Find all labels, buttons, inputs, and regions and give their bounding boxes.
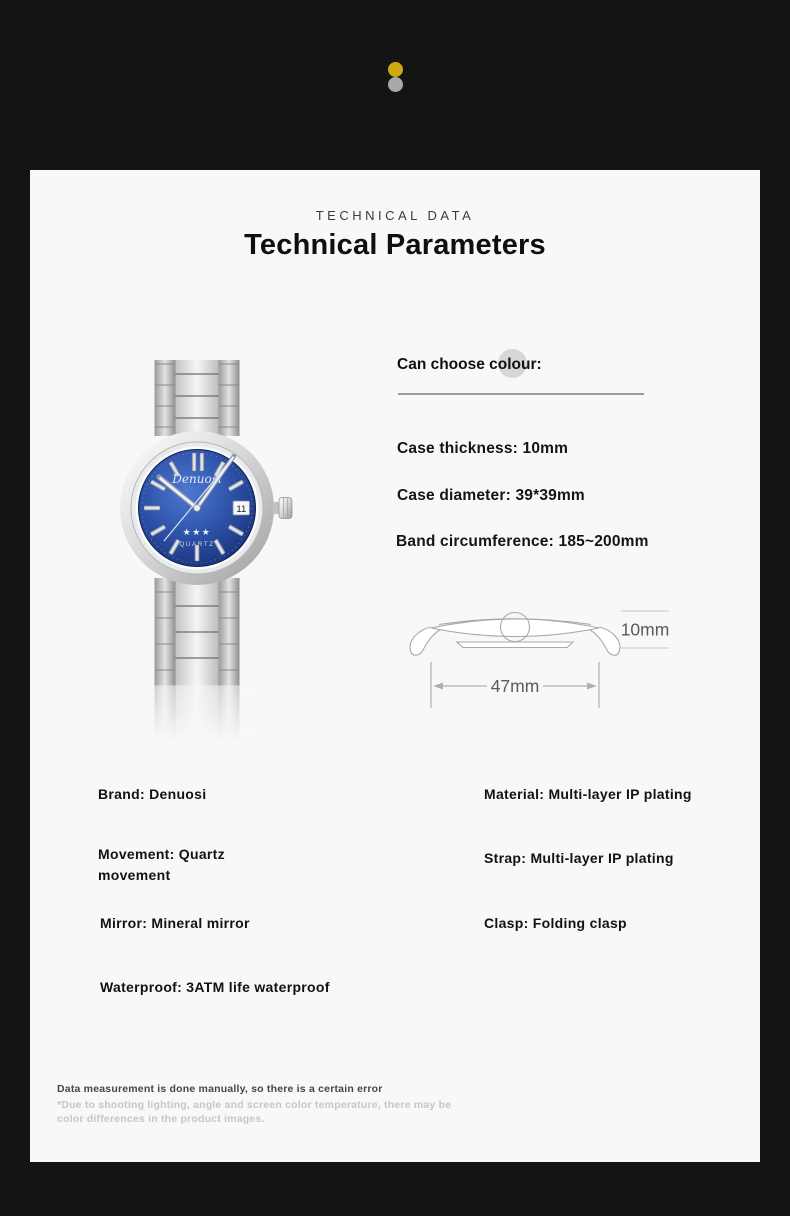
- watch-bracelet-top: [155, 360, 240, 436]
- color-choose-label: Can choose colour:: [397, 356, 542, 373]
- watch-crown: [274, 498, 292, 519]
- watch-side-profile: [410, 613, 620, 656]
- technical-data-card: [30, 170, 760, 1162]
- watch-product-image: [99, 356, 299, 748]
- spec-case-diameter: Case diameter: 39*39mm: [397, 487, 585, 504]
- dial-brand-logo: Denuosi: [172, 472, 222, 486]
- arrow-right: [587, 683, 597, 690]
- color-option-dot-silver: [388, 77, 403, 92]
- spec-mirror: Mirror: Mineral mirror: [100, 915, 250, 931]
- date-window: [233, 501, 250, 515]
- dial-movement-label: QUARTZ: [179, 541, 215, 548]
- width-dimension-label: 47mm: [490, 676, 540, 696]
- footnote-color-difference: *Due to shooting lighting, angle and screen color temperature, there may be color differences in the product images.: [57, 1099, 452, 1125]
- watch-reflection: [149, 685, 253, 747]
- spec-waterproof: Waterproof: 3ATM life waterproof: [100, 979, 330, 995]
- dimension-diagram: [395, 598, 680, 716]
- spec-case-thickness: Case thickness: 10mm: [397, 440, 569, 457]
- spec-movement: Movement: Quartz movement: [98, 846, 225, 883]
- date-window-value: 11: [236, 503, 247, 515]
- section-eyebrow: TECHNICAL DATA: [315, 208, 475, 223]
- footnote-measurement: Data measurement is done manually, so there is a certain error: [57, 1083, 383, 1095]
- thickness-dimension-label: 10mm: [620, 619, 670, 640]
- spec-brand: Brand: Denuosi: [98, 786, 207, 802]
- dial-stars: ★★★: [182, 527, 212, 537]
- arrow-left: [433, 683, 443, 690]
- watch-case: [120, 431, 274, 585]
- spec-clasp: Clasp: Folding clasp: [484, 915, 627, 931]
- divider-line: [398, 393, 644, 395]
- spec-band-circumference: Band circumference: 185~200mm: [396, 533, 649, 550]
- spec-strap: Strap: Multi-layer IP plating: [484, 850, 674, 866]
- watch-bracelet-bottom: [155, 578, 240, 686]
- color-option-dot-gold: [388, 62, 403, 77]
- page-title: Technical Parameters: [244, 229, 546, 261]
- spec-material: Material: Multi-layer IP plating: [484, 786, 692, 802]
